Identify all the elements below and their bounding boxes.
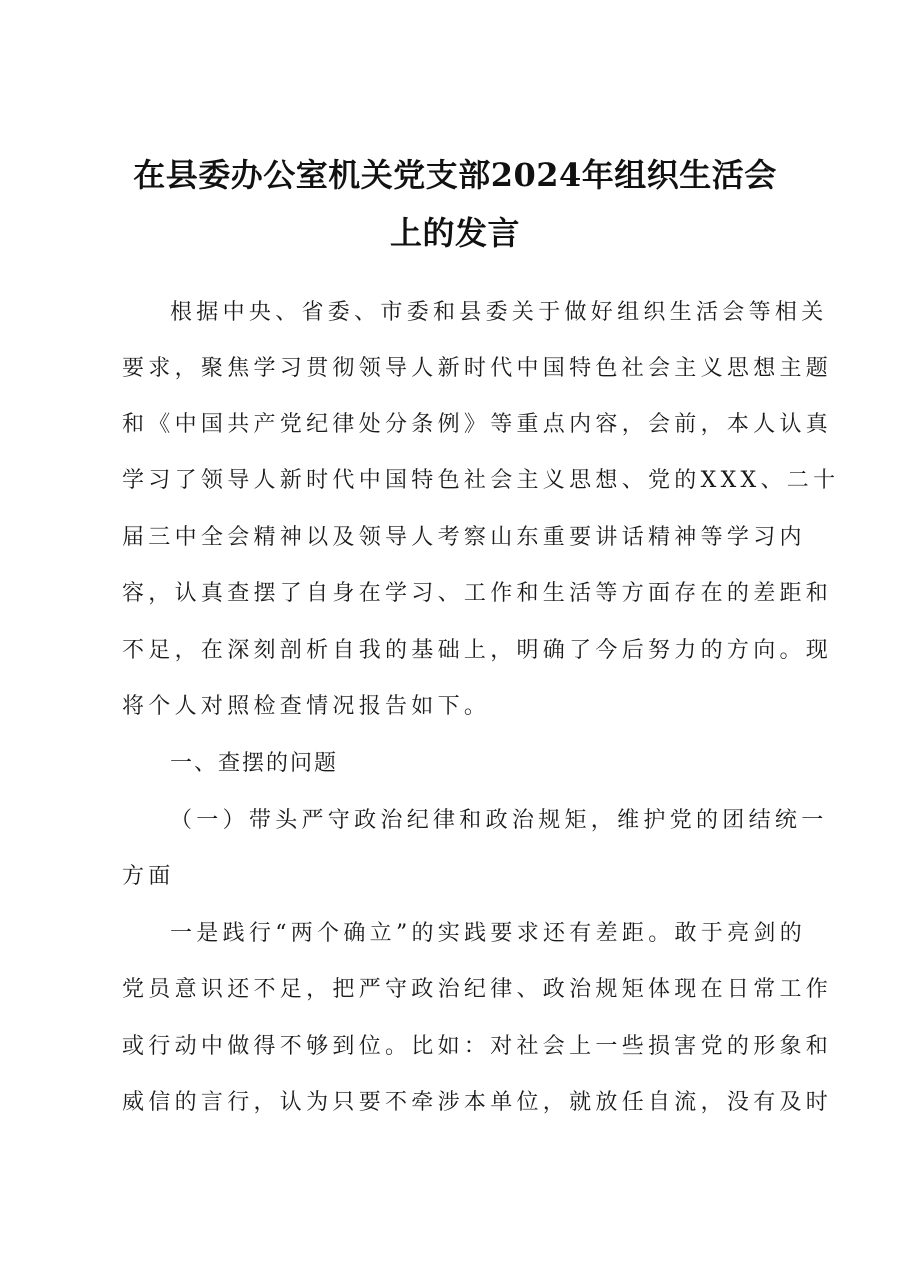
paragraph-line: 学习了领导人新时代中国特色社会主义思想、党的XXX、二十 <box>122 468 840 493</box>
paragraph-line: 和《中国共产党纪律处分条例》等重点内容，会前，本人认真 <box>122 412 833 437</box>
subsection-heading-line: 方面 <box>122 864 175 889</box>
title-line-2: 上的发言 <box>389 214 520 252</box>
paragraph-line: 一是践行“两个确立”的实践要求还有差距。敢于亮剑的 <box>170 921 806 946</box>
section-heading: 一、查摆的问题 <box>170 751 339 776</box>
document-title <box>120 146 790 262</box>
paragraph-line: 或行动中做得不够到位。比如：对社会上一些损害党的形象和 <box>122 1034 833 1059</box>
paragraph-line: 根据中央、省委、市委和县委关于做好组织生活会等相关 <box>170 300 828 325</box>
paragraph-line: 党员意识还不足，把严守政治纪律、政治规矩体现在日常工作 <box>122 977 833 1002</box>
paragraph-line: 不足，在深刻剖析自我的基础上，明确了今后努力的方向。现 <box>122 638 833 663</box>
paragraph-line: 届三中全会精神以及领导人考察山东重要讲话精神等学习内 <box>122 525 806 550</box>
paragraph-line: 将个人对照检查情况报告如下。 <box>122 694 491 719</box>
paragraph-line: 威信的言行，认为只要不牵涉本单位，就放任自流，没有及时 <box>122 1090 833 1115</box>
paragraph-line: 要求，聚焦学习贯彻领导人新时代中国特色社会主义思想主题 <box>122 356 833 381</box>
subsection-heading-line: （一）带头严守政治纪律和政治规矩，维护党的团结统一 <box>170 808 828 833</box>
paragraph-line: 容，认真查摆了自身在学习、工作和生活等方面存在的差距和 <box>122 581 833 606</box>
title-line-1: 在县委办公室机关党支部2024年组织生活会 <box>133 156 777 194</box>
